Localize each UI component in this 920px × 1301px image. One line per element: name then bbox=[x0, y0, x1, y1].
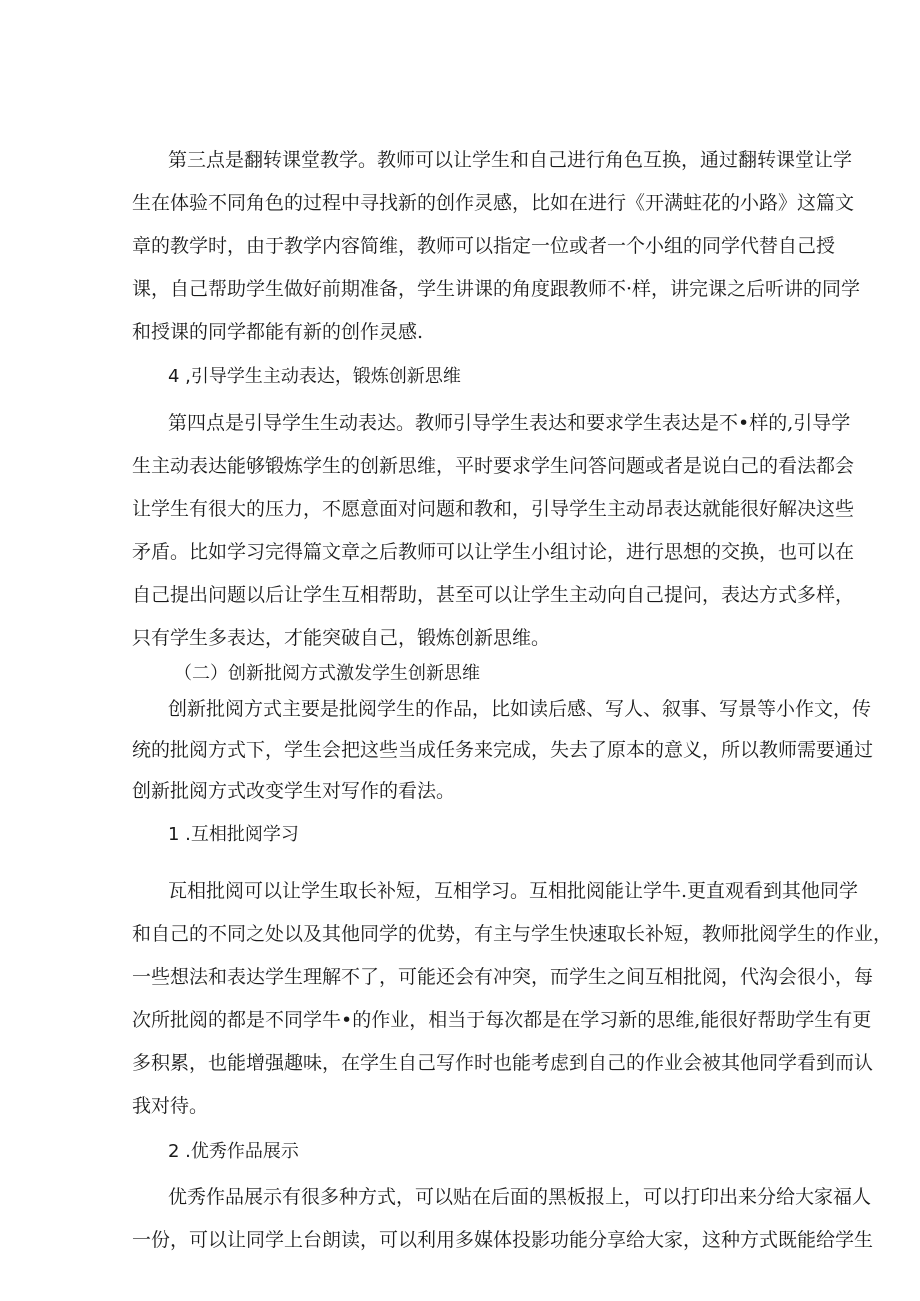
paragraph-line: 一些想法和表达学生理解不了，可能还会有冲突，而学生之间互相批阅，代沟会很小，每 bbox=[132, 966, 874, 988]
paragraph-line: 让学生有很大的压力，不愿意面对问题和教和，引导学生主动昂表达就能很好解决这些 bbox=[132, 498, 855, 520]
paragraph-line: 和授课的同学都能有新的创作灵感. bbox=[132, 321, 424, 343]
section-heading: 2 .优秀作品展示 bbox=[168, 1141, 299, 1162]
paragraph-line: 生主动表达能够锻炼学生的创新思维，平时要求学生问答问题或者是说白己的看法都会 bbox=[132, 455, 855, 477]
paragraph-line: 创新批阅方式主要是批阅学生的作品，比如读后感、写人、叙事、写景等小作文，传 bbox=[168, 698, 872, 720]
section-heading: 4 ,引导学生主动表达，锻炼创新思维 bbox=[168, 366, 461, 387]
paragraph-line: 统的批阅方式下，学生会把这些当成任务来完成，失去了原本的意义，所以教师需要通过 bbox=[132, 739, 874, 761]
paragraph-line: 课，自己帮助学生做好前期准备，学生讲课的角度跟教师不·样，讲完课之后听讲的同学 bbox=[132, 278, 861, 300]
paragraph-line: 第三点是翻转课堂教学。教师可以让学生和自己进行角色互换，通过翻转课堂让学 bbox=[168, 149, 853, 171]
paragraph-line: 第四点是引导学生生动表达。教师引导学生表达和要求学生表达是不•样的,引导学 bbox=[168, 412, 851, 434]
paragraph-line: 矛盾。比如学习完得篇文章之后教师可以让学生小组讨论，进行思想的交换，也可以在 bbox=[132, 541, 855, 563]
paragraph-line: 创新批阅方式改变学生对写作的看法。 bbox=[132, 780, 456, 802]
paragraph-line: 自己提出问题以后让学生互相帮助，甚至可以让学生主动向自己提问，表达方式多样， bbox=[132, 584, 855, 606]
paragraph-line: 瓦相批阅可以让学生取长补短，互相学习。互相批阅能让学牛.更直观看到其他同学 bbox=[168, 880, 859, 902]
paragraph-line: 优秀作品展示有很多种方式，可以贴在后面的黑板报上，可以打印出来分给大家福人 bbox=[168, 1186, 872, 1208]
paragraph-line: 多积累，也能增强趣味，在学生自己写作时也能考虑到自己的作业会被其他同学看到而认 bbox=[132, 1052, 874, 1074]
paragraph-line: 只有学生多表达，才能突破自己，锻炼创新思维。 bbox=[132, 627, 551, 649]
paragraph-line: 一份，可以让同学上台朗读，可以利用多媒体投影功能分享给大家，这种方式既能给学生 bbox=[132, 1229, 874, 1251]
section-heading: 1 .互相批阅学习 bbox=[168, 824, 299, 845]
paragraph-line: 和自己的不同之处以及其他同学的优势，有主与学生快速取长补短，教师批阅学生的作业， bbox=[132, 923, 893, 945]
paragraph-line: 章的教学时，由于教学内容简维，教师可以指定一位或者一个小组的同学代替自己授 bbox=[132, 235, 836, 257]
paragraph-line: 次所批阅的都是不同学牛•的作业，相当于每次都是在学习新的思维,能很好帮助学生有更 bbox=[132, 1009, 872, 1031]
section-heading: （二）创新批阅方式激发学生创新思维 bbox=[174, 663, 480, 684]
paragraph-line: 生在体验不同角色的过程中寻找新的创作灵感，比如在进行《开满蛀花的小路》这篇文 bbox=[132, 192, 855, 214]
paragraph-line: 我对待。 bbox=[132, 1095, 209, 1117]
